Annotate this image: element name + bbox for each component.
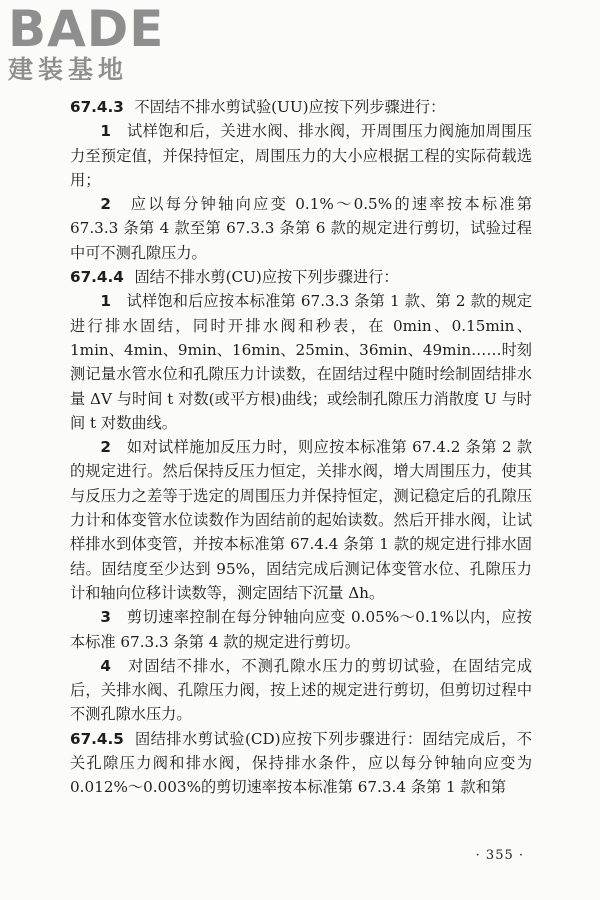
item-number: 2 xyxy=(100,438,111,457)
item-number: 3 xyxy=(100,608,111,627)
section-67-4-4-heading xyxy=(70,265,532,289)
logo-text-latin: BADE xyxy=(8,0,165,58)
list-item xyxy=(70,654,532,727)
logo-text-chinese: 建装基地 xyxy=(8,55,129,84)
section-title: 不固结不排水剪试验(UU)应按下列步骤进行： xyxy=(134,98,446,116)
section-number: 67.4.3 xyxy=(70,98,124,116)
item-text: 剪切速率控制在每分钟轴向应变 0.05%～0.1%以内，应按本标准 67.3.3 条第 4 款的规定进行剪切。 xyxy=(70,608,532,651)
item-number: 4 xyxy=(100,656,111,675)
section-67-4-5-heading xyxy=(70,727,532,800)
list-item xyxy=(70,119,532,192)
brand-logo xyxy=(8,2,183,88)
section-title: 固结排水剪试验(CD)应按下列步骤进行：固结完成后，不关孔隙压力阀和排水阀，保持排水条件，应以每分钟轴向应变为 0.012%～0.003%的剪切速率按本标准第 67.3.4 条第 1 款和第 xyxy=(70,729,532,797)
list-item xyxy=(70,289,532,435)
page-number: · 355 · xyxy=(475,848,524,863)
section-title: 固结不排水剪(CU)应按下列步骤进行： xyxy=(134,268,399,287)
section-number: 67.4.5 xyxy=(70,729,124,748)
list-item xyxy=(70,192,532,265)
section-number: 67.4.4 xyxy=(70,268,124,287)
item-text: 对固结不排水，不测孔隙水压力的剪切试验，在固结完成后，关排水阀、孔隙压力阀，按上述的规定进行剪切，但剪切过程中不测孔隙水压力。 xyxy=(70,656,533,724)
section-67-4-3-heading xyxy=(70,95,532,119)
item-text: 应以每分钟轴向应变 0.1%～0.5%的速率按本标准第 67.3.3 条第 4 款至第 67.3.3 条第 6 款的规定进行剪切，试验过程中可不测孔隙压力。 xyxy=(70,195,533,262)
item-number: 1 xyxy=(100,292,111,311)
list-item xyxy=(70,605,532,654)
item-text: 试样饱和后，关进水阀、排水阀，开周围压力阀施加周围压力至预定值，并保持恒定，周围压力的大小应根据工程的实际荷载选用； xyxy=(70,122,532,189)
item-text: 如对试样施加反压力时，则应按本标准第 67.4.2 条第 2 款的规定进行。然后保持反压力恒定，关排水阀，增大周围压力，使其与反压力之差等于选定的周围压力并保持恒定，测记稳定后的孔隙压力计和体变管水位读数作为固结前的起始读数。然后开排水阀，让试样排水到体变管，并按本标准第 67.4.4 条第 1 款的规定进行排水固结。固结度至少达到 95%，固结完成后测记体变管水位、孔隙压力计和轴向位移计读数等，测定固结下沉量 Δh。 xyxy=(70,438,533,602)
list-item xyxy=(70,435,532,605)
item-number: 2 xyxy=(100,195,111,214)
document-body xyxy=(70,95,532,800)
item-number: 1 xyxy=(100,122,111,141)
item-text: 试样饱和后应按本标准第 67.3.3 条第 1 款、第 2 款的规定进行排水固结，同时开排水阀和秒表，在 0min、0.15min、1min、4min、9min、16min、25min、36min、49min……时刻测记量水管水位和孔隙压力计读数，在固结过程中随时绘制固结排水量 ΔV 与时间 t 对数(或平方根)曲线；或绘制孔隙压力消散度 U 与时间 t 对数曲线。 xyxy=(70,292,532,432)
